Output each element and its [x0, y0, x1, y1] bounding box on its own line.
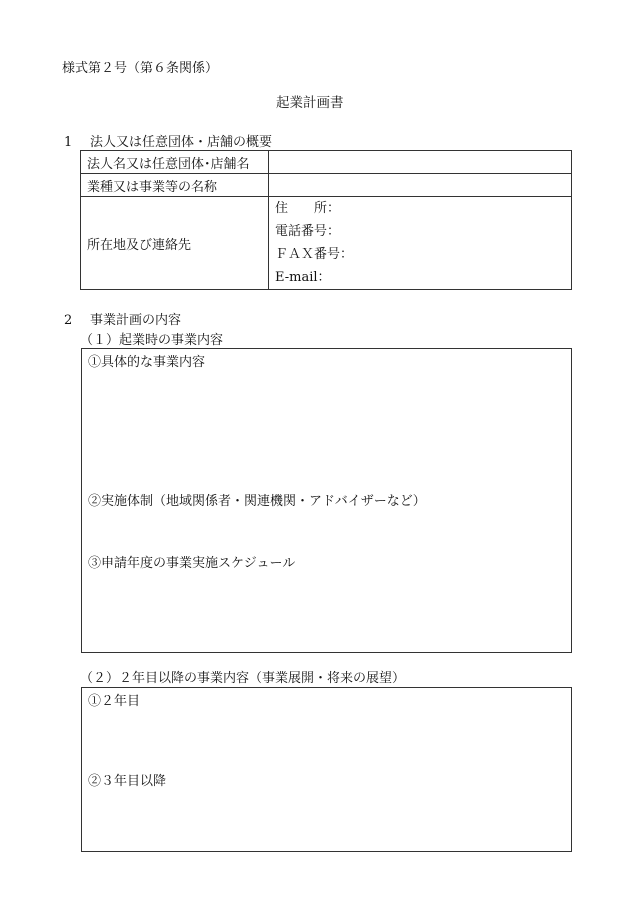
startup-content-box[interactable]: [81, 348, 572, 653]
industry-field[interactable]: [275, 177, 425, 193]
table-row: [81, 174, 572, 197]
contact-cell[interactable]: [269, 197, 572, 290]
phone-label: 電話番号：: [275, 224, 341, 239]
location-label: 所在地及び連絡先: [81, 197, 269, 290]
section1-number: 1: [64, 135, 73, 150]
sub2-heading: （２）２年目以降の事業内容（事業展開・将来の展望）: [80, 671, 406, 686]
address-label: 住 所：: [275, 201, 341, 216]
sub1-heading: （１）起業時の事業内容: [80, 333, 224, 348]
email-label: E-mail：: [275, 270, 331, 285]
name-label: 法人名又は任意団体･店舗名: [81, 151, 269, 174]
name-cell[interactable]: [269, 151, 572, 174]
table-row: [81, 151, 572, 174]
section2-number: 2: [64, 313, 73, 328]
future-content-box[interactable]: [81, 687, 572, 852]
document-title: 起業計画書: [276, 95, 344, 111]
name-field[interactable]: [275, 154, 425, 170]
table-row: [81, 197, 572, 290]
form-number: 様式第２号（第６条関係）: [62, 61, 219, 76]
sub1-item1: ①具体的な事業内容: [88, 355, 206, 370]
fax-label: ＦＡＸ番号：: [275, 247, 354, 262]
sub1-item3: ③申請年度の事業実施スケジュール: [88, 556, 296, 571]
industry-cell[interactable]: [269, 174, 572, 197]
industry-label: 業種又は事業等の名称: [81, 174, 269, 197]
sub1-item2: ②実施体制（地域関係者・関連機関・アドバイザーなど）: [88, 494, 426, 509]
section1-heading: 法人又は任意団体・店舗の概要: [90, 135, 273, 150]
sub2-item1: ①２年目: [88, 694, 141, 709]
sub2-item2: ②３年目以降: [88, 774, 167, 789]
overview-table: [80, 150, 572, 290]
section2-heading: 事業計画の内容: [90, 313, 182, 328]
